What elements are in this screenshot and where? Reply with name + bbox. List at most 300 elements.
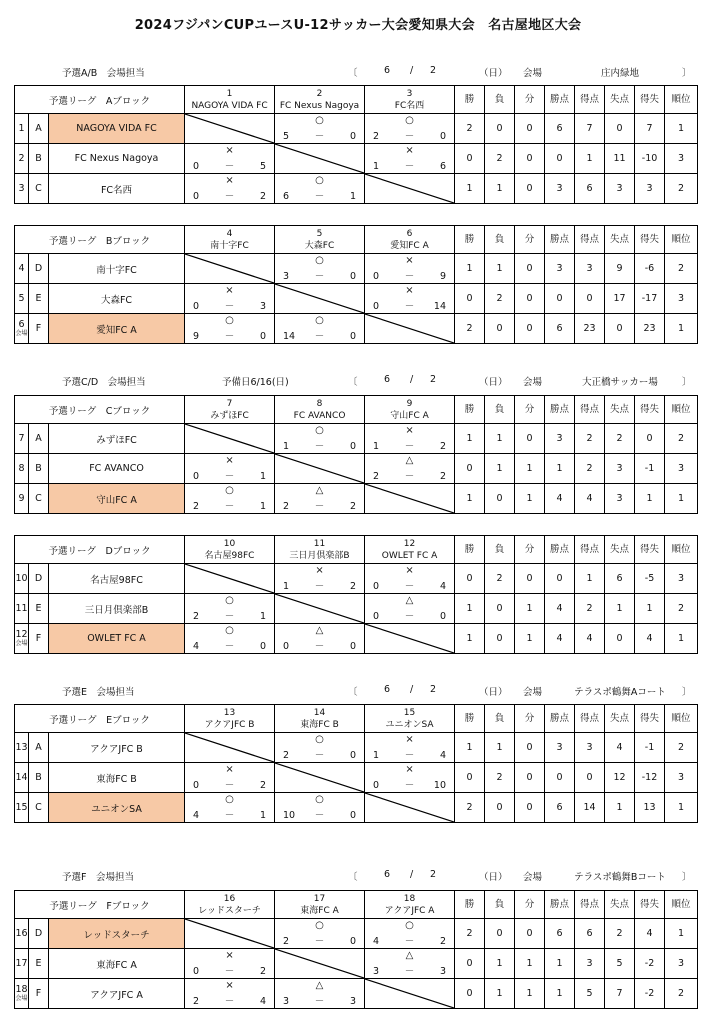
- match-result: [365, 144, 455, 174]
- self-match-cell: [185, 254, 275, 284]
- team-number: [15, 424, 29, 454]
- team-number-value: 5: [18, 293, 25, 304]
- opponent-header: [185, 226, 275, 254]
- team-letter: B: [29, 454, 49, 484]
- goals-for: 0: [283, 641, 290, 652]
- stat-points: 3: [545, 733, 575, 763]
- stat-goals-conceded: 17: [605, 284, 635, 314]
- self-match-cell: [185, 114, 275, 144]
- diagonal-line: [275, 763, 364, 792]
- goals-against: 2: [439, 471, 447, 482]
- stat-rank: 1: [665, 484, 698, 514]
- stat-rank: 2: [665, 979, 698, 1009]
- team-number: [15, 114, 29, 144]
- opponent-name: 大森FC: [304, 240, 335, 251]
- stat-goals-conceded: 9: [605, 254, 635, 284]
- goals-for: 1: [283, 581, 290, 592]
- match-result: [275, 564, 365, 594]
- score-dash: －: [404, 271, 415, 282]
- match-result: [185, 284, 275, 314]
- stat-header-gd: 得失: [635, 705, 665, 733]
- stat-goals-scored: 4: [575, 624, 605, 654]
- stat-losses: 0: [485, 484, 515, 514]
- section-label: 予選A/B 会場担当: [62, 68, 145, 79]
- self-match-cell: [275, 594, 365, 624]
- table-header-row: [15, 705, 698, 733]
- opponent-name: NAGOYA VIDA FC: [191, 100, 268, 111]
- date-month: 6: [384, 374, 391, 385]
- goals-against: 2: [259, 191, 267, 202]
- diagonal-line: [275, 594, 364, 623]
- league-table: [14, 704, 698, 823]
- date-weekday: （日）: [479, 68, 508, 79]
- team-letter: D: [29, 919, 49, 949]
- team-number-value: 17: [15, 958, 28, 969]
- stat-rank: 2: [665, 733, 698, 763]
- stat-goal-difference: 4: [635, 919, 665, 949]
- goals-for: 2: [283, 936, 290, 947]
- opponent-number: 18: [403, 893, 416, 904]
- stat-goals-scored: 1: [575, 144, 605, 174]
- venue-label: 会場: [523, 377, 543, 388]
- goals-for: 0: [373, 271, 380, 282]
- stat-goal-difference: 23: [635, 314, 665, 344]
- stat-header-gd: 得失: [635, 536, 665, 564]
- table-row: [15, 949, 698, 979]
- score-dash: －: [404, 750, 415, 761]
- match-result: [275, 793, 365, 823]
- stat-goals-conceded: 4: [605, 733, 635, 763]
- team-name: OWLET FC A: [49, 624, 185, 654]
- stat-goals-scored: 5: [575, 979, 605, 1009]
- stat-header-rank: 順位: [665, 396, 698, 424]
- stat-rank: 1: [665, 919, 698, 949]
- stat-losses: 2: [485, 284, 515, 314]
- block-title: 予選リーグ Fブロック: [15, 891, 185, 919]
- stat-goals-scored: 2: [575, 424, 605, 454]
- goals-against: 0: [349, 441, 357, 452]
- team-letter: E: [29, 284, 49, 314]
- stat-draws: 0: [515, 919, 545, 949]
- team-number-value: 6: [18, 318, 25, 330]
- stat-header-rank: 順位: [665, 226, 698, 254]
- goals-against: 2: [439, 936, 447, 947]
- self-match-cell: [275, 144, 365, 174]
- stat-points: 0: [545, 144, 575, 174]
- table-header-row: [15, 891, 698, 919]
- date-slash: /: [410, 65, 414, 76]
- goals-for: 2: [373, 471, 380, 482]
- table-header-row: [15, 536, 698, 564]
- score-dash: －: [404, 161, 415, 172]
- stat-rank: 3: [665, 949, 698, 979]
- stat-draws: 0: [515, 114, 545, 144]
- match-result: [185, 763, 275, 793]
- stat-header-ga: 失点: [605, 891, 635, 919]
- stat-points: 3: [545, 424, 575, 454]
- match-result: [185, 484, 275, 514]
- goals-against: 1: [349, 191, 357, 202]
- result-mark: ×: [225, 145, 234, 156]
- opponent-name: 南十字FC: [210, 240, 249, 251]
- table-row: [15, 454, 698, 484]
- stat-points: 4: [545, 484, 575, 514]
- result-mark: ×: [315, 565, 324, 576]
- score-dash: －: [224, 161, 235, 172]
- team-number: [15, 314, 29, 344]
- stat-rank: 3: [665, 144, 698, 174]
- block-title: 予選リーグ Aブロック: [15, 86, 185, 114]
- table-row: [15, 114, 698, 144]
- stat-draws: 0: [515, 793, 545, 823]
- stat-header-ga: 失点: [605, 86, 635, 114]
- stat-wins: 2: [455, 919, 485, 949]
- result-mark: △: [315, 980, 324, 991]
- opponent-header: [365, 86, 455, 114]
- score-dash: －: [404, 131, 415, 142]
- section-header: [0, 682, 716, 698]
- score-dash: －: [404, 780, 415, 791]
- result-mark: ○: [405, 920, 414, 931]
- goals-for: 0: [193, 471, 200, 482]
- score-dash: －: [314, 331, 325, 342]
- stat-losses: 2: [485, 564, 515, 594]
- goals-for: 2: [193, 501, 200, 512]
- diagonal-line: [185, 733, 274, 762]
- opponent-header: [185, 396, 275, 424]
- team-number-value: 7: [18, 433, 25, 444]
- stat-header-gf: 得点: [575, 226, 605, 254]
- diagonal-line: [365, 979, 454, 1008]
- stat-header-win: 勝: [455, 705, 485, 733]
- goals-for: 4: [373, 936, 380, 947]
- score-dash: －: [314, 641, 325, 652]
- stat-header-points: 勝点: [545, 86, 575, 114]
- stat-goal-difference: 13: [635, 793, 665, 823]
- team-number-value: 8: [18, 463, 25, 474]
- stat-losses: 2: [485, 144, 515, 174]
- stat-rank: 3: [665, 454, 698, 484]
- date-weekday: （日）: [479, 687, 508, 698]
- stat-goal-difference: -2: [635, 979, 665, 1009]
- score-dash: －: [224, 301, 235, 312]
- score-dash: －: [224, 780, 235, 791]
- stat-goal-difference: 7: [635, 114, 665, 144]
- goals-for: 1: [373, 441, 380, 452]
- stat-goal-difference: -12: [635, 763, 665, 793]
- stat-draws: 0: [515, 424, 545, 454]
- result-mark: ×: [405, 764, 414, 775]
- team-name: NAGOYA VIDA FC: [49, 114, 185, 144]
- opponent-number: 11: [313, 538, 326, 549]
- score-dash: －: [224, 471, 235, 482]
- date-bracket-left: 〔: [348, 687, 358, 698]
- stat-header-points: 勝点: [545, 705, 575, 733]
- date-weekday: （日）: [479, 377, 508, 388]
- stat-rank: 2: [665, 254, 698, 284]
- stat-wins: 1: [455, 174, 485, 204]
- opponent-header: [275, 705, 365, 733]
- table-header-row: [15, 226, 698, 254]
- self-match-cell: [185, 564, 275, 594]
- match-result: [365, 594, 455, 624]
- venue-name: 庄内緑地: [600, 68, 639, 79]
- match-result: [365, 284, 455, 314]
- stat-goals-conceded: 11: [605, 144, 635, 174]
- date-day: 2: [430, 684, 437, 695]
- stat-wins: 0: [455, 949, 485, 979]
- block-title: 予選リーグ Dブロック: [15, 536, 185, 564]
- stat-goals-conceded: 5: [605, 949, 635, 979]
- goals-for: 1: [373, 161, 380, 172]
- stat-losses: 1: [485, 979, 515, 1009]
- stat-points: 3: [545, 254, 575, 284]
- team-name: 愛知FC A: [49, 314, 185, 344]
- match-result: [275, 624, 365, 654]
- stat-wins: 1: [455, 484, 485, 514]
- stat-losses: 1: [485, 254, 515, 284]
- date-day: 2: [430, 65, 437, 76]
- team-letter: A: [29, 114, 49, 144]
- stat-header-loss: 負: [485, 536, 515, 564]
- opponent-number: 1: [226, 88, 233, 99]
- opponent-header: [275, 226, 365, 254]
- match-result: [185, 314, 275, 344]
- result-mark: ×: [405, 285, 414, 296]
- goals-against: 10: [433, 780, 447, 791]
- goals-for: 4: [193, 810, 200, 821]
- score-dash: －: [224, 810, 235, 821]
- stat-draws: 1: [515, 454, 545, 484]
- stat-goals-scored: 6: [575, 919, 605, 949]
- opponent-number: 16: [223, 893, 236, 904]
- team-number-value: 16: [15, 928, 28, 939]
- stat-draws: 0: [515, 174, 545, 204]
- goals-against: 3: [259, 301, 266, 312]
- stat-goals-conceded: 3: [605, 174, 635, 204]
- stat-losses: 1: [485, 174, 515, 204]
- result-mark: ×: [225, 285, 234, 296]
- stat-goals-conceded: 2: [605, 424, 635, 454]
- opponent-name: 三日月倶楽部B: [289, 550, 350, 561]
- stat-header-draw: 分: [515, 705, 545, 733]
- date-day: 2: [430, 869, 437, 880]
- table-row: [15, 284, 698, 314]
- table-row: [15, 174, 698, 204]
- team-number: [15, 763, 29, 793]
- stat-losses: 0: [485, 624, 515, 654]
- stat-points: 1: [545, 454, 575, 484]
- self-match-cell: [365, 314, 455, 344]
- stat-header-draw: 分: [515, 536, 545, 564]
- stat-wins: 1: [455, 624, 485, 654]
- stat-draws: 0: [515, 564, 545, 594]
- self-match-cell: [365, 484, 455, 514]
- opponent-name: みずほFC: [210, 410, 249, 421]
- stat-wins: 0: [455, 454, 485, 484]
- team-number-value: 14: [15, 772, 28, 783]
- goals-for: 0: [193, 301, 200, 312]
- stat-losses: 1: [485, 949, 515, 979]
- stat-goal-difference: -1: [635, 733, 665, 763]
- team-number: [15, 144, 29, 174]
- diagonal-line: [185, 919, 274, 948]
- team-name: みずほFC: [49, 424, 185, 454]
- score-dash: －: [314, 271, 325, 282]
- stat-losses: 1: [485, 424, 515, 454]
- team-number-value: 13: [15, 742, 28, 753]
- opponent-number: 13: [223, 707, 236, 718]
- stat-header-ga: 失点: [605, 226, 635, 254]
- date-bracket-left: 〔: [348, 377, 358, 388]
- opponent-name: FC名西: [394, 100, 425, 111]
- result-mark: △: [315, 625, 324, 636]
- stat-goal-difference: 3: [635, 174, 665, 204]
- goals-against: 2: [439, 441, 447, 452]
- table-row: [15, 254, 698, 284]
- opponent-name: FC AVANCO: [293, 410, 346, 421]
- result-mark: ○: [315, 425, 324, 436]
- stat-header-gd: 得失: [635, 396, 665, 424]
- team-number-value: 11: [15, 603, 28, 614]
- match-result: [365, 949, 455, 979]
- stat-goal-difference: -1: [635, 454, 665, 484]
- match-result: [365, 454, 455, 484]
- venue-name: テラスポ鶴舞Bコート: [574, 872, 666, 883]
- stat-rank: 2: [665, 594, 698, 624]
- opponent-number: 6: [406, 228, 413, 239]
- stat-losses: 0: [485, 793, 515, 823]
- goals-against: 1: [259, 471, 267, 482]
- match-result: [275, 114, 365, 144]
- goals-for: 10: [283, 810, 296, 821]
- stat-goal-difference: -17: [635, 284, 665, 314]
- stat-goals-scored: 4: [575, 484, 605, 514]
- stat-goals-conceded: 7: [605, 979, 635, 1009]
- section-label: 予選E 会場担当: [62, 687, 135, 698]
- team-number-value: 3: [18, 183, 25, 194]
- stat-draws: 0: [515, 314, 545, 344]
- self-match-cell: [275, 454, 365, 484]
- goals-for: 3: [373, 966, 380, 977]
- table-row: [15, 564, 698, 594]
- team-name: アクアJFC B: [49, 733, 185, 763]
- score-dash: －: [404, 301, 415, 312]
- team-letter: B: [29, 144, 49, 174]
- table-row: [15, 919, 698, 949]
- result-mark: ○: [315, 115, 324, 126]
- stat-goals-scored: 3: [575, 254, 605, 284]
- score-dash: －: [404, 471, 415, 482]
- goals-for: 0: [193, 191, 200, 202]
- stat-header-rank: 順位: [665, 705, 698, 733]
- opponent-name: 東海FC B: [300, 719, 339, 730]
- stat-losses: 1: [485, 454, 515, 484]
- team-number-value: 18: [15, 983, 28, 995]
- opponent-name: 愛知FC A: [390, 240, 429, 251]
- block-title: 予選リーグ Bブロック: [15, 226, 185, 254]
- stat-wins: 2: [455, 114, 485, 144]
- opponent-number: 3: [406, 88, 413, 99]
- score-dash: －: [224, 966, 235, 977]
- opponent-number: 8: [316, 398, 323, 409]
- stat-wins: 1: [455, 424, 485, 454]
- team-number-value: 15: [15, 802, 28, 813]
- stat-header-gd: 得失: [635, 86, 665, 114]
- self-match-cell: [185, 733, 275, 763]
- match-result: [185, 949, 275, 979]
- stat-header-points: 勝点: [545, 226, 575, 254]
- date-month: 6: [384, 869, 391, 880]
- goals-against: 0: [439, 131, 447, 142]
- date-slash: /: [410, 374, 414, 385]
- stat-draws: 0: [515, 284, 545, 314]
- stat-wins: 1: [455, 594, 485, 624]
- stat-goals-scored: 2: [575, 454, 605, 484]
- diagonal-line: [275, 144, 364, 173]
- opponent-number: 15: [403, 707, 416, 718]
- goals-against: 2: [259, 966, 267, 977]
- stat-goals-conceded: 2: [605, 919, 635, 949]
- goals-against: 0: [349, 131, 357, 142]
- goals-for: 1: [283, 441, 290, 452]
- date-bracket-right: 〕: [682, 872, 692, 883]
- stat-rank: 1: [665, 793, 698, 823]
- opponent-name: 名古屋98FC: [204, 550, 255, 561]
- team-name: FC AVANCO: [49, 454, 185, 484]
- table-row: [15, 763, 698, 793]
- stat-rank: 1: [665, 314, 698, 344]
- opponent-name: アクアJFC A: [384, 905, 435, 916]
- result-mark: ○: [315, 255, 324, 266]
- goals-for: 4: [193, 641, 200, 652]
- goals-for: 14: [283, 331, 296, 342]
- stat-header-gd: 得失: [635, 226, 665, 254]
- goals-for: 0: [373, 611, 380, 622]
- goals-against: 0: [349, 331, 356, 342]
- opponent-number: 10: [223, 538, 236, 549]
- stat-goals-conceded: 1: [605, 594, 635, 624]
- score-dash: －: [404, 581, 415, 592]
- team-number-value: 1: [18, 123, 25, 134]
- stat-losses: 0: [485, 919, 515, 949]
- result-mark: ×: [225, 980, 234, 991]
- opponent-name: 守山FC A: [390, 410, 429, 421]
- opponent-header: [365, 226, 455, 254]
- stat-header-rank: 順位: [665, 86, 698, 114]
- stat-wins: 1: [455, 254, 485, 284]
- opponent-number: 9: [406, 398, 413, 409]
- goals-against: 1: [259, 810, 267, 821]
- stat-rank: 3: [665, 763, 698, 793]
- goals-for: 2: [373, 131, 380, 142]
- venue-label: 会場: [523, 68, 543, 79]
- diagonal-line: [365, 314, 454, 343]
- opponent-header: [275, 891, 365, 919]
- stat-wins: 1: [455, 733, 485, 763]
- result-mark: ×: [405, 565, 414, 576]
- opponent-name: OWLET FC A: [381, 550, 438, 561]
- stat-points: 6: [545, 919, 575, 949]
- venue-label: 会場: [523, 872, 543, 883]
- self-match-cell: [365, 624, 455, 654]
- stat-goal-difference: 4: [635, 624, 665, 654]
- stat-goals-conceded: 6: [605, 564, 635, 594]
- stat-points: 0: [545, 564, 575, 594]
- stat-header-points: 勝点: [545, 536, 575, 564]
- stat-losses: 1: [485, 733, 515, 763]
- league-table: [14, 395, 698, 514]
